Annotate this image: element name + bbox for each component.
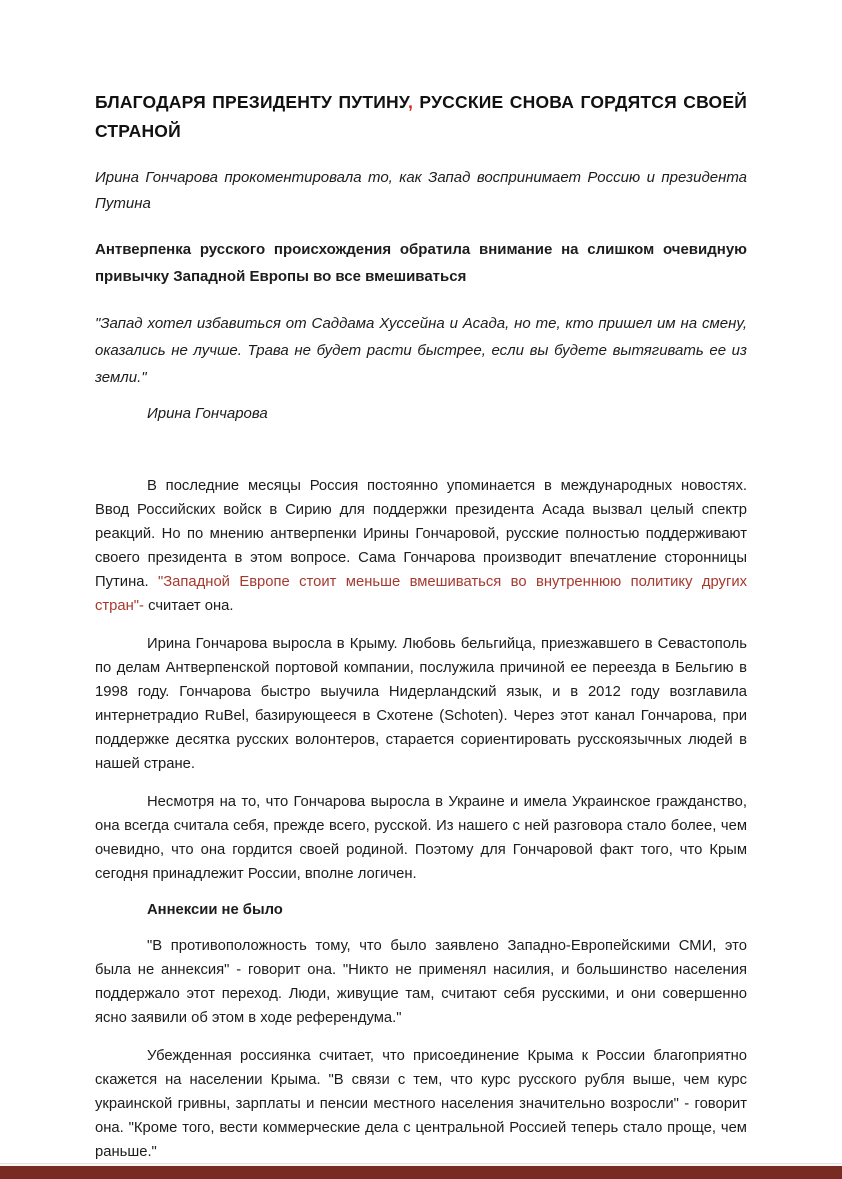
article-headline bbox=[95, 88, 747, 146]
body-paragraph-3: Несмотря на то, что Гончарова выросла в Украине и имела Украинское гражданство, она всегда считала себя, прежде всего, русской. Из нашего с ней разговора стало более, чем очевидно, что она гордится своей родиной. Поэтому для Гончаровой факт того, что Крым сегодня принадлежит России, вполне логичен. bbox=[95, 794, 747, 882]
headline-text-after-comma: РУССКИЕ СНОВА ГОРДЯТСЯ СВОЕЙ СТРАНОЙ bbox=[95, 92, 747, 141]
paragraph-1-red-quote: "Западной Европе стоит меньше вмешиваться во внутреннюю политику других стран"- bbox=[95, 574, 748, 614]
paragraph-1-tail: считает она. bbox=[148, 598, 234, 614]
headline-red-comma: , bbox=[407, 92, 414, 112]
section-subheading: Аннексии не было bbox=[147, 902, 283, 918]
body-paragraph-4: "В противоположность тому, что было заявлено Западно-Европейскими СМИ, это была не аннексия" - говорит она. "Никто не применял насилия, и большинство населения поддержало этот переход. Люди, живущие там, считают себя русскими, и они совершенно ясно заявили об этом в ходе референдума." bbox=[95, 938, 747, 1026]
body-paragraph-5: Убежденная россиянка считает, что присоединение Крыма к России благоприятно скажется на населении Крыма. "В связи с тем, что курс русского рубля выше, чем курс украинской гривны, зарплаты и пенсии местного населения значительно возросли" - говорит она. "Кроме того, вести коммерческие дела с центральной Россией теперь стало проще, чем раньше." bbox=[95, 1048, 747, 1160]
article-deck: Антверпенка русского происхождения обратила внимание на слишком очевидную привычку Западной Европы во все вмешиваться bbox=[95, 241, 747, 285]
pull-quote: "Запад хотел избавиться от Саддама Хуссейна и Асада, но те, кто пришел им на смену, оказались не лучше. Трава не будет расти быстрее, если вы будете вытягивать ее из земли." bbox=[95, 315, 747, 386]
page-footer bbox=[0, 1163, 842, 1179]
quote-attribution: Ирина Гончарова bbox=[147, 405, 268, 422]
body-paragraph-2: Ирина Гончарова выросла в Крыму. Любовь бельгийца, приезжавшего в Севастополь по делам Антверпенской портовой компании, послужила причиной ее переезда в Бельгию в 1998 году. Гончарова быстро выучила Нидерландский язык, и в 2012 году возглавила интернетрадио RuBel, базирующееся в Схотене (Schoten). Через этот канал Гончарова, при поддержке десятка русских волонтеров, старается сориентировать русскоязычных людей в нашей стране. bbox=[95, 636, 747, 772]
article-subtitle: Ирина Гончарова прокоментировала то, как Запад воспринимает Россию и президента Путина bbox=[95, 169, 747, 212]
footer-accent-bar bbox=[0, 1166, 842, 1179]
paragraph-1-text: В последние месяцы Россия постоянно упоминается в международных новостях. Ввод Российских войск в Сирию для поддержки президента Асада вызвал целый спектр реакций. Но по мнению антверпенки Ирины Гончаровой, русские полностью поддерживают своего президента в этом вопросе. Сама Гончарова производит впечатление сторонницы Путина. bbox=[95, 478, 747, 590]
headline-text-before-comma: БЛАГОДАРЯ ПРЕЗИДЕНТУ ПУТИНУ bbox=[95, 92, 408, 112]
body-paragraph-1 bbox=[95, 474, 747, 618]
